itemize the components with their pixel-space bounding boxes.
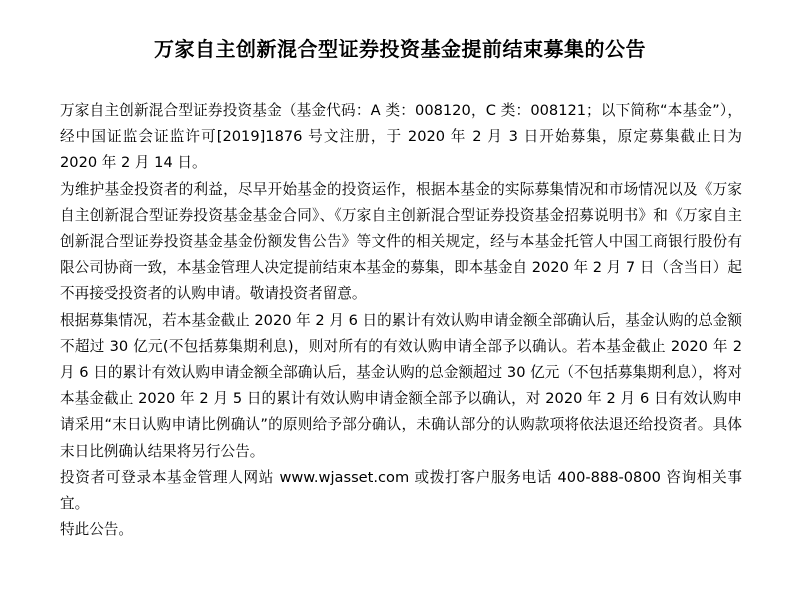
paragraph-contact-info: 投资者可登录本基金管理人网站 www.wjasset.com 或拨打客户服务电话 400-888-0800 咨询相关事宜。 xyxy=(60,468,742,513)
paragraph-closing: 特此公告。 xyxy=(60,521,133,539)
paragraph-early-close-decision: 为维护基金投资者的利益，尽早开始基金的投资运作，根据本基金的实际募集情况和市场情况以及《万家自主创新混合型证券投资基金基金合同》、《万家自主创新混合型证券投资基金招募说明书》和《万家自主创新混合型证券投资基金基金份额发售公告》等文件的相关规定，经与本基金托管人中国工商银行股份有限公司协商一致，本基金管理人决定提前结束本基金的募集，即本基金自 2020 年 2 月 7 日（含当日）起不再接受投资者的认购申请。敬请投资者留意。 xyxy=(60,180,742,303)
paragraph-fund-intro: 万家自主创新混合型证券投资基金（基金代码：A 类：008120，C 类：008121；以下简称“本基金”），经中国证监会证监许可[2019]1876 号文注册，于 2020 年 2 月 3 日开始募集，原定募集截止日为 2020 年 2 月 14 日。 xyxy=(60,102,742,172)
document-body xyxy=(60,98,742,543)
page-title: 万家自主创新混合型证券投资基金提前结束募集的公告 xyxy=(154,37,646,61)
paragraph-confirmation-rules: 根据募集情况，若本基金截止 2020 年 2 月 6 日的累计有效认购申请金额全部确认后，基金认购的总金额不超过 30 亿元(不包括募集期利息)，则对所有的有效认购申请全部予以确认。若本基金截止 2020 年 2 月 6 日的累计有效认购申请金额全部确认后，基金认购的总金额超过 30 亿元（不包括募集期利息），将对本基金截止 2020 年 2 月 5 日的累计有效认购申请金额全部予以确认，对 2020 年 2 月 6 日有效认购申请采用“末日认购申请比例确认”的原则给予部分确认，未确认部分的认购款项将依法退还给投资者。具体末日比例确认结果将另行公告。 xyxy=(60,311,742,460)
